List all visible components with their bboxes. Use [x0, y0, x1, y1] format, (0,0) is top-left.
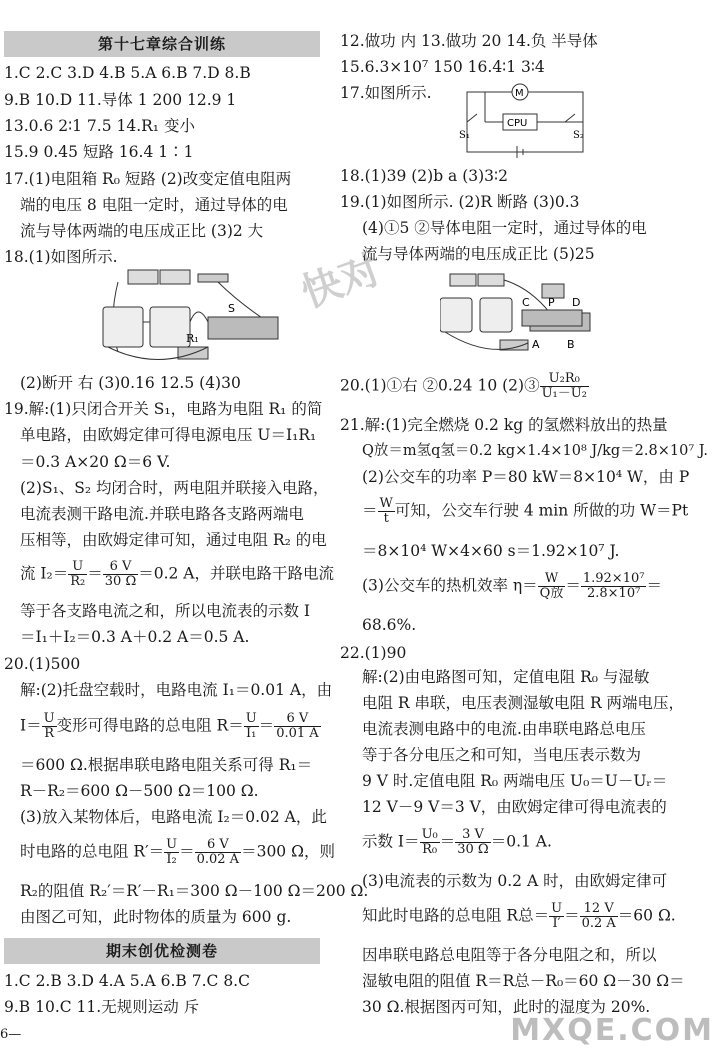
svg-text:CPU: CPU [507, 118, 528, 129]
svg-text:A: A [532, 338, 540, 351]
formula-line: 知此时电路的总电阻 R总＝ $\frac{U}{I'}$ ＝ $\frac{12 V}{0.2 A}$ ＝60 Ω. [362, 901, 676, 931]
answer-line: R－R₂＝600 Ω－500 Ω＝100 Ω. [20, 782, 259, 800]
answer-line: 由图乙可知，此时物体的质量为 600 g. [20, 908, 292, 926]
answer-line: (4)①5 ②导体电阻一定时，通过导体的电 [362, 219, 647, 237]
formula-line: (3)公交车的热机效率 η＝ $\frac{W}{\text{Q放}}$ ＝ $\frac{\text{1.92×10⁷}}{\text{2.8×10⁷}}$ ＝ [362, 571, 662, 601]
circuit-diagram-q18 [98, 262, 298, 370]
section-header-chapter17: 第十七章综合训练 [4, 31, 320, 57]
answer-line: 22.(1)90 [340, 644, 407, 662]
answer-line: 电流表测电路中的电流.由串联电路总电压 [362, 720, 646, 738]
svg-text:M: M [515, 88, 524, 99]
answer-line: 9.B 10.D 11.导体 1 200 12.9 1 [4, 91, 237, 109]
answer-line: 12.做功 内 13.做功 20 14.负 半导体 [340, 32, 598, 50]
answer-line: (2)断开 右 (3)0.16 12.5 (4)30 [20, 374, 241, 392]
svg-text:C: C [522, 296, 530, 309]
answer-line: 流与导体两端的电压成正比 (5)25 [362, 245, 595, 263]
svg-text:P: P [548, 296, 555, 309]
answer-line: 等于各支路电流之和，所以电流表的示数 I [20, 602, 311, 620]
svg-text:S₂: S₂ [573, 130, 584, 141]
answer-line: 电阻 R 串联，电压表测湿敏电阻 R 两端电压， [362, 694, 685, 712]
answer-line: 19.(1)如图所示. (2)R 断路 (3)0.3 [340, 193, 580, 211]
watermark-stamp: 快对 [295, 246, 387, 318]
formula-line: 示数 I＝ $\frac{\text{U₀}}{\text{R₀}}$ ＝ $\frac{3 V}{30 \Omega}$ ＝0.1 A. [362, 827, 552, 857]
formula-line: 20.(1)①右 ②0.24 10 (2)③ $\frac{\text{U₂R₀}}{\text{U₁－U₂}}$ [340, 371, 587, 401]
answer-line: 单电路，由欧姆定律可得电源电压 U＝I₁R₁ [20, 426, 317, 444]
answer-line: 12 V－9 V＝3 V，由欧姆定律可得电流表的 [362, 798, 667, 816]
answer-line: 18.(1)39 (2)b a (3)3∶2 [340, 167, 508, 185]
formula-line: ＝ $\frac{W}{t}$ 可知，公交车行驶 4 min 所做的功 W＝Pt [362, 496, 689, 526]
answer-line: ＝8×10⁴ W×4×60 s＝1.92×10⁷ J. [362, 542, 620, 560]
answer-line: 17.(1)电阻箱 R₀ 短路 (2)改变定值电阻两 [4, 170, 292, 188]
answer-line: 端的电压 8 电阻一定时，通过导体的电 [20, 196, 288, 214]
answer-line: 解:(2)由电路图可知，定值电阻 R₀ 与湿敏 [362, 668, 650, 686]
answer-line: 30 Ω.根据图丙可知，此时的湿度为 20%. [362, 998, 651, 1016]
answer-line: 1.C 2.B 3.D 4.A 5.A 6.B 7.C 8.C [4, 972, 250, 990]
answer-line: ＝0.3 A×20 Ω＝6 V. [20, 453, 171, 471]
answer-line: 流与导体两端的电压成正比 (3)2 大 [20, 222, 264, 240]
answer-line: R₂的阻值 R₂′＝R′－R₁＝300 Ω－100 Ω＝200 Ω. [20, 882, 369, 900]
formula-line: I＝ $\frac{U}{R}$ 变形可得电路的总电阻 R＝ $\frac{U}{\text{I₁}}$ ＝ $\frac{6 V}{0.01 A}$ [20, 711, 319, 741]
answer-line: 19.解:(1)只闭合开关 S₁，电路为电阻 R₁ 的简 [4, 400, 323, 418]
circuit-diagram-cpu [455, 80, 595, 160]
answer-line: ＝I₁＋I₂＝0.3 A＋0.2 A＝0.5 A. [20, 628, 250, 646]
rheostat-diagram-q19 [512, 278, 592, 358]
answer-line: 15.9 0.45 短路 16.4 1∶1 [4, 143, 194, 161]
answer-line: 68.6%. [362, 616, 417, 634]
answer-line: (3)电流表的示数为 0.2 A 时，由欧姆定律可 [362, 872, 668, 890]
answer-line: 13.0.6 2∶1 7.5 14.R₁ 变小 [4, 117, 195, 135]
svg-text:S: S [228, 302, 235, 315]
svg-text:R₁: R₁ [186, 332, 199, 345]
section-header-final: 期末创优检测卷 [4, 938, 320, 964]
answer-line: 15.6.3×10⁷ 150 16.4∶1 3∶4 [340, 58, 545, 76]
answer-line: 湿敏电阻的阻值 R＝R总－R₀＝60 Ω－30 Ω＝ [362, 972, 685, 990]
brand-watermark: MXQE.COM [510, 1013, 714, 1048]
answer-line: (3)放入某物体后，电路电流 I₂＝0.02 A，此 [20, 808, 327, 826]
answer-line: ＝600 Ω.根据串联电路电阻关系可得 R₁＝ [20, 756, 313, 774]
answer-line: 9 V 时.定值电阻 R₀ 两端电压 U₀＝U－Uᵣ＝ [362, 772, 668, 790]
answer-line: 等于各分电压之和可知，当电压表示数为 [362, 746, 642, 764]
formula-line: 时电路的总电阻 R′＝ $\frac{U}{\text{I₂}}$ ＝ $\frac{6 V}{0.02 A}$ ＝300 Ω，则 [20, 837, 335, 867]
answer-line: 因串联电路总电阻等于各分电阻之和，所以 [362, 946, 657, 964]
answer-line: 21.解:(1)完全燃烧 0.2 kg 的氢燃料放出的热量 [340, 416, 668, 434]
answer-line: (2)S₁、S₂ 均闭合时，两电阻并联接入电路， [20, 479, 329, 497]
answer-line: 9.B 10.C 11.无规则运动 斥 [4, 998, 200, 1016]
answer-line: 1.C 2.C 3.D 4.B 5.A 6.B 7.D 8.B [4, 64, 251, 82]
answer-line: 17.如图所示. [340, 84, 432, 102]
svg-text:B: B [567, 338, 575, 351]
svg-text:S₁: S₁ [459, 130, 470, 141]
answer-line: 电流表测干路电流.并联电路各支路两端电 [20, 505, 304, 523]
answer-line: 20.(1)500 [4, 655, 81, 673]
answer-line: 压相等，由欧姆定律可知，通过电阻 R₂ 的电 [20, 531, 327, 549]
formula-line: 流 I₂＝ $\frac{U}{\text{R₂}}$ ＝ $\frac{6 V}{30 \Omega}$ ＝0.2 A，并联电路干路电流 [20, 559, 335, 589]
answer-line: 解:(2)托盘空载时，电路电流 I₁＝0.01 A，由 [20, 681, 333, 699]
page-number: 6— [0, 1027, 22, 1042]
svg-text:D: D [572, 296, 581, 309]
answer-line: (2)公交车的功率 P＝80 kW＝8×10⁴ W，由 P [362, 468, 690, 486]
answer-line: 18.(1)如图所示. [4, 248, 118, 266]
answer-line: Q放＝m氢q氢＝0.2 kg×1.4×10⁸ J/kg＝2.8×10⁷ J. [362, 443, 709, 459]
